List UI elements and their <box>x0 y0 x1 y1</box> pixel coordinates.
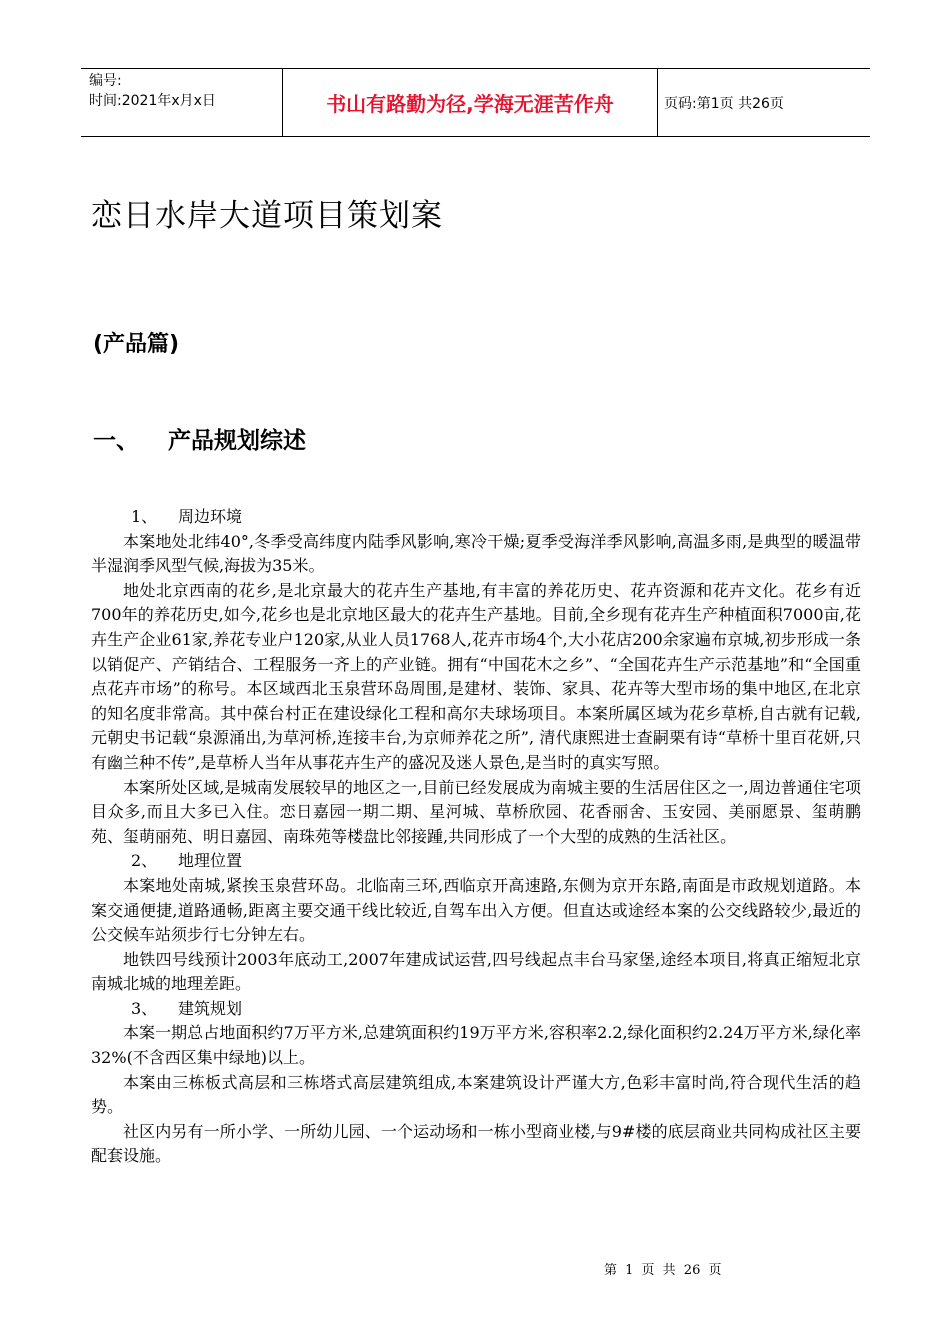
header-meta <box>81 69 283 136</box>
paragraph: 社区内另有一所小学、一所幼儿园、一个运动场和一栋小型商业楼,与9#楼的底层商业共同构成社区主要配套设施。 <box>91 1121 861 1166</box>
body-text <box>91 505 861 1169</box>
item-number: 1、 <box>131 507 158 526</box>
section-number: 一、 <box>93 428 139 454</box>
document-subtitle: (产品篇) <box>93 332 180 357</box>
list-item-heading <box>91 997 861 1022</box>
list-item-heading <box>91 849 861 874</box>
item-title: 地理位置 <box>178 851 243 871</box>
paragraph: 本案所处区域,是城南发展较早的地区之一,目前已经发展成为南城主要的生活居住区之一,周边普通住宅项目众多,而且大多已入住。恋日嘉园一期二期、星河城、草桥欣园、花香丽舍、玉安园、美丽愿景、玺萌鹏苑、玺萌丽苑、明日嘉园、南珠苑等楼盘比邻接踵,共同形成了一个大型的成熟的生活社区。 <box>91 777 861 846</box>
paragraph: 本案地处南城,紧挨玉泉营环岛。北临南三环,西临京开高速路,东侧为京开东路,南面是市政规划道路。本案交通便捷,道路通畅,距离主要交通干线比较近,自驾车出入方便。但直达或途经本案的公交线路较少,最近的公交候车站须步行七分钟左右。 <box>91 875 861 945</box>
paragraph: 本案一期总占地面积约7万平方米,总建筑面积约19万平方米,容积率2.2,绿化面积约2.24万平方米,绿化率32%(不含西区集中绿地)以上。 <box>91 1023 861 1068</box>
item-number: 3、 <box>131 998 158 1018</box>
page-footer: 第 1 页 共 26 页 <box>604 1263 722 1278</box>
page-header <box>81 68 870 137</box>
item-number: 2、 <box>131 851 158 871</box>
item-title: 建筑规划 <box>178 998 243 1018</box>
section-heading <box>93 422 306 455</box>
section-title: 产品规划综述 <box>168 428 306 454</box>
item-title: 周边环境 <box>178 507 243 526</box>
list-item-heading <box>91 505 861 530</box>
number-label: 编号: <box>89 73 122 89</box>
header-motto: 书山有路勤为径,学海无涯苦作舟 <box>283 69 658 136</box>
paragraph: 地铁四号线预计2003年底动工,2007年建成试运营,四号线起点丰台马家堡,途经本项目,将真正缩短北京南城北城的地理差距。 <box>91 949 861 994</box>
document-title: 恋日水岸大道项目策划案 <box>91 198 443 234</box>
paragraph: 本案由三栋板式高层和三栋塔式高层建筑组成,本案建筑设计严谨大方,色彩丰富时尚,符合现代生活的趋势。 <box>91 1072 861 1117</box>
paragraph: 本案地处北纬40°,冬季受高纬度内陆季风影响,寒冷干燥;夏季受海洋季风影响,高温多雨,是典型的暖温带半湿润季风型气候,海拔为35米。 <box>91 531 861 576</box>
paragraph: 地处北京西南的花乡,是北京最大的花卉生产基地,有丰富的养花历史、花卉资源和花卉文化。花乡有近700年的养花历史,如今,花乡也是北京地区最大的花卉生产基地。目前,全乡现有花卉生产种植面积7000亩,花卉生产企业61家,养花专业户120家,从业人员1768人,花卉市场4个,大小花店200余家遍布京城,初步形成一条以销促产、产销结合、工程服务一齐上的产业链。拥有“中国花木之乡”、“全国花卉生产示范基地”和“全国重点花卉市场”的称号。本区域西北玉泉营环岛周围,是建材、装饰、家具、花卉等大型市场的集中地区,在北京的知名度非常高。其中葆台村正在建设绿化工程和高尔夫球场项目。本案所属区域为花乡草桥,自古就有记载,元朝史书记载“泉源涌出,为草河桥,连接丰台,为京师养花之所”, 清代康熙进士查嗣栗有诗“草桥十里百花妍,只有幽兰种不传”,是草桥人当年从事花卉生产的盛况及迷人景色,是当时的真实写照。 <box>91 580 861 772</box>
time-label: 时间:2021年x月x日 <box>89 93 216 109</box>
header-page-info: 页码:第1页 共26页 <box>664 95 784 112</box>
